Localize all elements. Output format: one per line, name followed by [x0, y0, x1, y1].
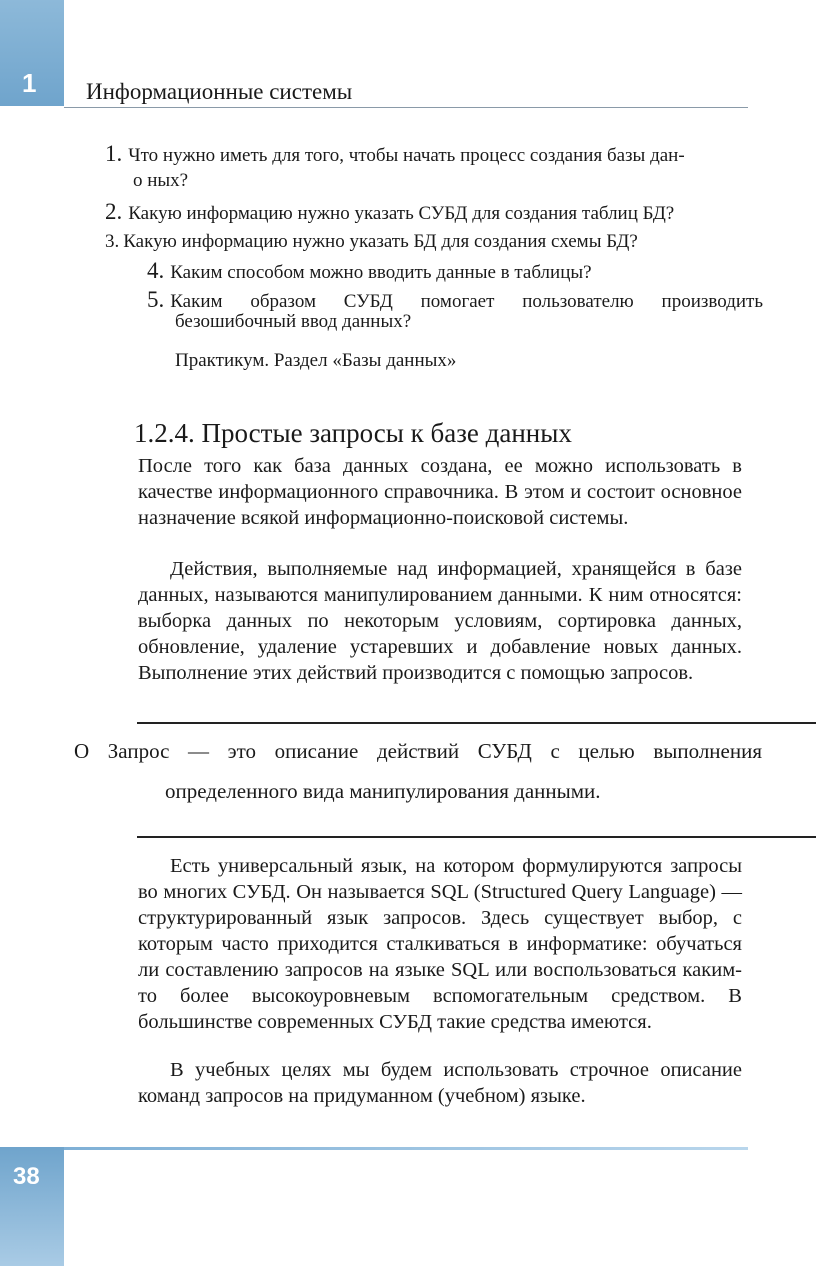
question-text: Какую информацию нужно указать СУБД для создания таблиц БД? — [128, 203, 675, 224]
footer-divider — [64, 1147, 748, 1150]
question-3 — [105, 229, 765, 254]
question-number: 1. — [105, 141, 123, 166]
paragraph: В учебных целях мы будем использовать строчное описание команд запросов на придуманном (учебном) языке. — [138, 1059, 742, 1107]
definition-bottom-rule — [137, 836, 816, 838]
paragraph: Действия, выполняемые над информацией, хранящейся в базе данных, называются манипулированием данными. К ним относятся: выборка данных по некоторым условиям, сортировка данных, обновление, удаление устаревших и добавление новых данных. Выполнение этих действий производится с помощью запросов. — [138, 558, 742, 684]
question-text: Каким способом можно вводить данные в таблицы? — [170, 262, 592, 283]
question-4 — [147, 258, 767, 285]
definition-text: О Запрос — это описание действий СУБД с целью выполнения — [74, 739, 762, 763]
question-number: 2. — [105, 199, 123, 224]
question-number: 4. — [147, 258, 165, 283]
question-number: 3. — [105, 231, 120, 252]
paragraph: Есть универсальный язык, на котором формулируются запросы во многих СУБД. Он называется SQL (Structured Query Language) — структурированный язык запросов. Здесь существует выбор, с которым часто приходится сталкиваться в информатике: обучаться ли составлению запросов на языке SQL или воспользоваться каким-то более высокоуровневым вспомогательным средством. В большинстве современных СУБД такие средства имеются. — [138, 855, 742, 1033]
definition-text-continued: определенного вида манипулирования данными. — [165, 779, 601, 803]
chapter-number: 1 — [22, 68, 37, 98]
question-text: Какую информацию нужно указать БД для создания схемы БД? — [123, 231, 638, 252]
question-number: 5. — [147, 287, 165, 312]
question-text: Каким образом СУБД помогает пользователю производить — [170, 291, 763, 312]
definition-top-rule — [137, 722, 816, 724]
question-1 — [105, 141, 765, 193]
section-title: 1.2.4. Простые запросы к базе данных — [134, 418, 572, 448]
question-2 — [105, 199, 765, 226]
header-divider — [64, 107, 748, 108]
page-number: 38 — [13, 1163, 40, 1190]
practicum-reference: Практикум. Раздел «Базы данных» — [175, 350, 457, 371]
page-header-title: Информационные системы — [86, 79, 353, 104]
chapter-tab — [0, 0, 64, 106]
paragraph: После того как база данных создана, ее можно использовать в качестве информационного справочника. В этом и состоит основное назначение всякой информационно-поисковой системы. — [138, 455, 742, 529]
question-text-continued: о ных? — [133, 170, 189, 191]
question-text: Что нужно иметь для того, чтобы начать процесс создания базы дан- — [128, 145, 685, 166]
question-5-continued: безошибочный ввод данных? — [175, 311, 412, 332]
